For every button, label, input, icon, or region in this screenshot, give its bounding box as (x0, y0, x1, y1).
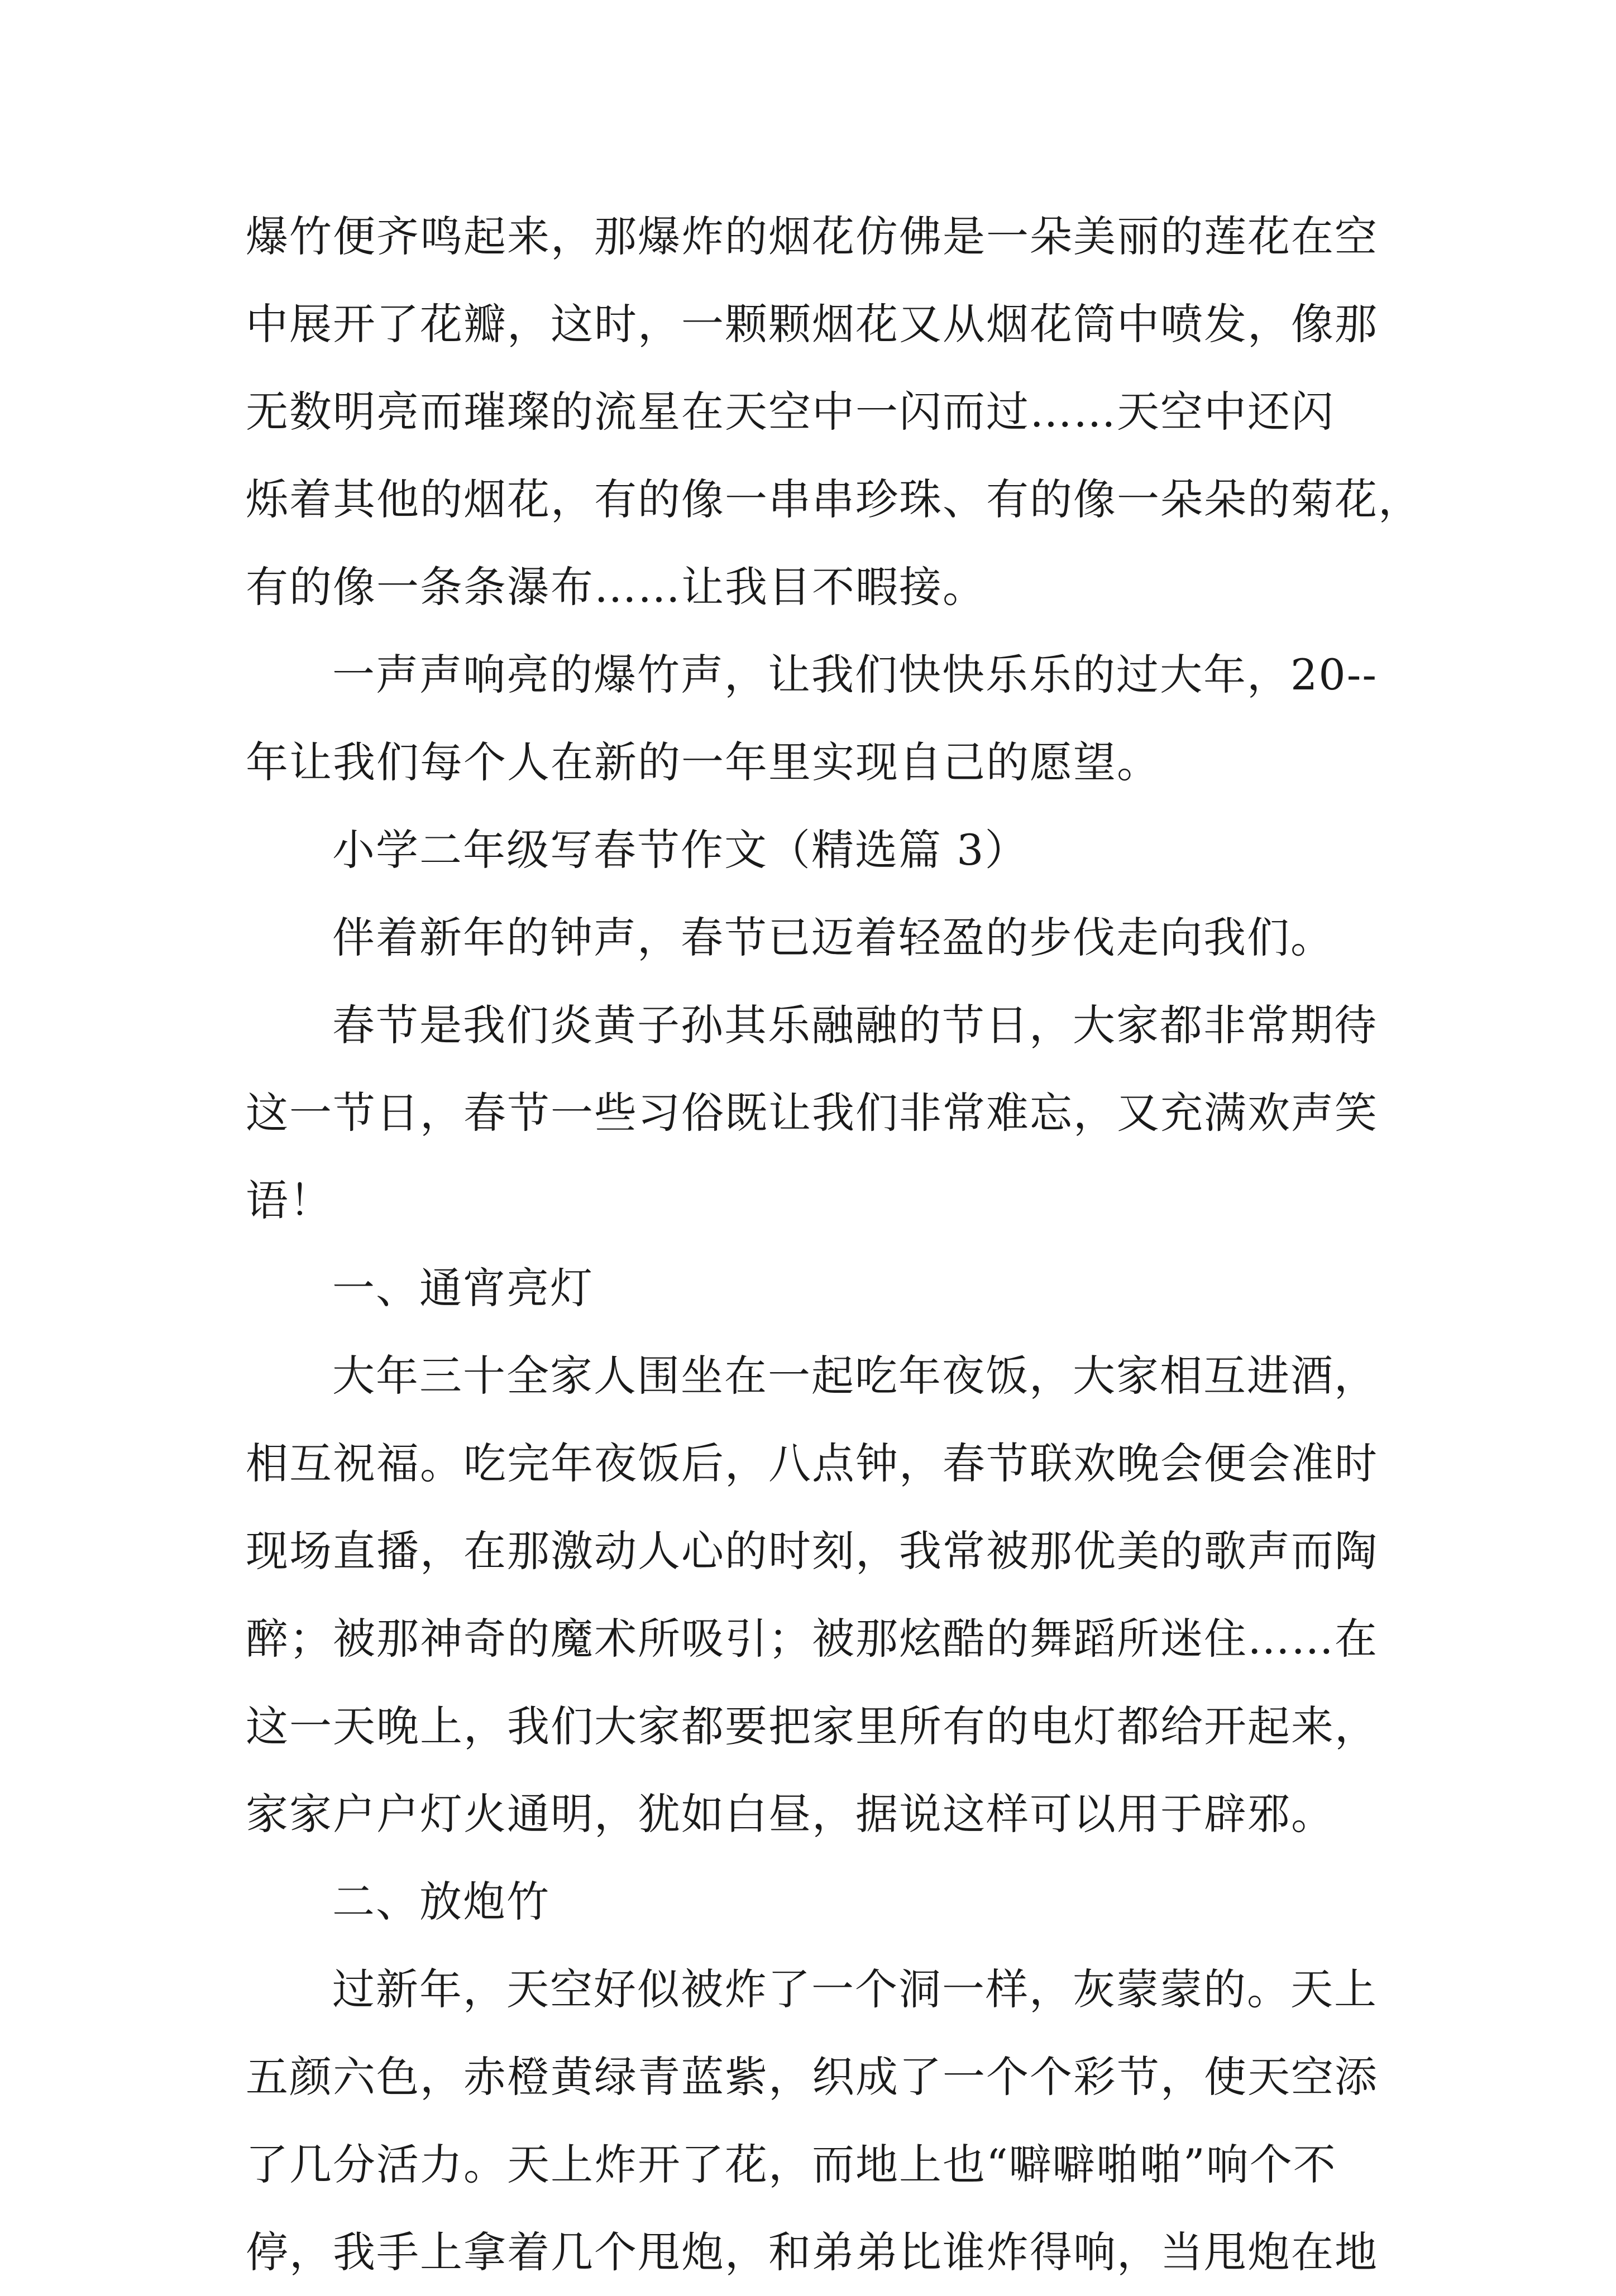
text-line: 春节是我们炎黄子孙其乐融融的节日，大家都非常期待 (332, 1000, 1378, 1050)
text-line: 家家户户灯火通明，犹如白昼，据说这样可以用于辟邪。 (246, 1789, 1335, 1839)
text-line: 小学二年级写春节作文（精选篇 3） (332, 825, 1029, 875)
text-line: 有的像一条条瀑布……让我目不暇接。 (246, 562, 986, 612)
text-line: 一声声响亮的爆竹声，让我们快快乐乐的过大年，20-- (332, 650, 1378, 699)
text-line: 大年三十全家人围坐在一起吃年夜饭，大家相互进酒， (332, 1351, 1378, 1401)
text-line: 这一天晚上，我们大家都要把家里所有的电灯都给开起来， (246, 1701, 1378, 1751)
text-line: 语！ (246, 1176, 333, 1225)
text-line: 一、通宵亮灯 (332, 1263, 594, 1313)
text-line: 现场直播，在那激动人心的时刻，我常被那优美的歌声而陶 (246, 1526, 1378, 1576)
text-line: 过新年，天空好似被炸了一个洞一样，灰蒙蒙的。天上 (332, 1964, 1378, 2014)
document-body (246, 193, 1422, 2296)
text-line: 了几分活力。天上炸开了花，而地上也“噼噼啪啪”响个不 (246, 2140, 1337, 2189)
text-line: 停，我手上拿着几个甩炮，和弟弟比谁炸得响，当甩炮在地 (246, 2227, 1378, 2277)
text-line: 烁着其他的烟花，有的像一串串珍珠、有的像一朵朵的菊花， (246, 474, 1422, 524)
text-line: 年让我们每个人在新的一年里实现自己的愿望。 (246, 737, 1160, 787)
text-line: 醉；被那神奇的魔术所吸引；被那炫酷的舞蹈所迷住……在 (246, 1614, 1378, 1664)
text-line: 中展开了花瓣，这时，一颗颗烟花又从烟花筒中喷发，像那 (246, 299, 1378, 349)
text-line: 相互祝福。吃完年夜饭后，八点钟，春节联欢晚会便会准时 (246, 1439, 1378, 1488)
text-line: 这一节日，春节一些习俗既让我们非常难忘，又充满欢声笑 (246, 1088, 1378, 1138)
text-line: 五颜六色，赤橙黄绿青蓝紫，织成了一个个彩节，使天空添 (246, 2052, 1378, 2102)
text-line: 伴着新年的钟声，春节已迈着轻盈的步伐走向我们。 (332, 913, 1334, 962)
text-line: 无数明亮而璀璨的流星在天空中一闪而过……天空中还闪 (246, 387, 1335, 437)
text-line: 二、放炮竹 (332, 1877, 550, 1926)
text-line: 爆竹便齐鸣起来，那爆炸的烟花仿佛是一朵美丽的莲花在空 (246, 212, 1378, 261)
